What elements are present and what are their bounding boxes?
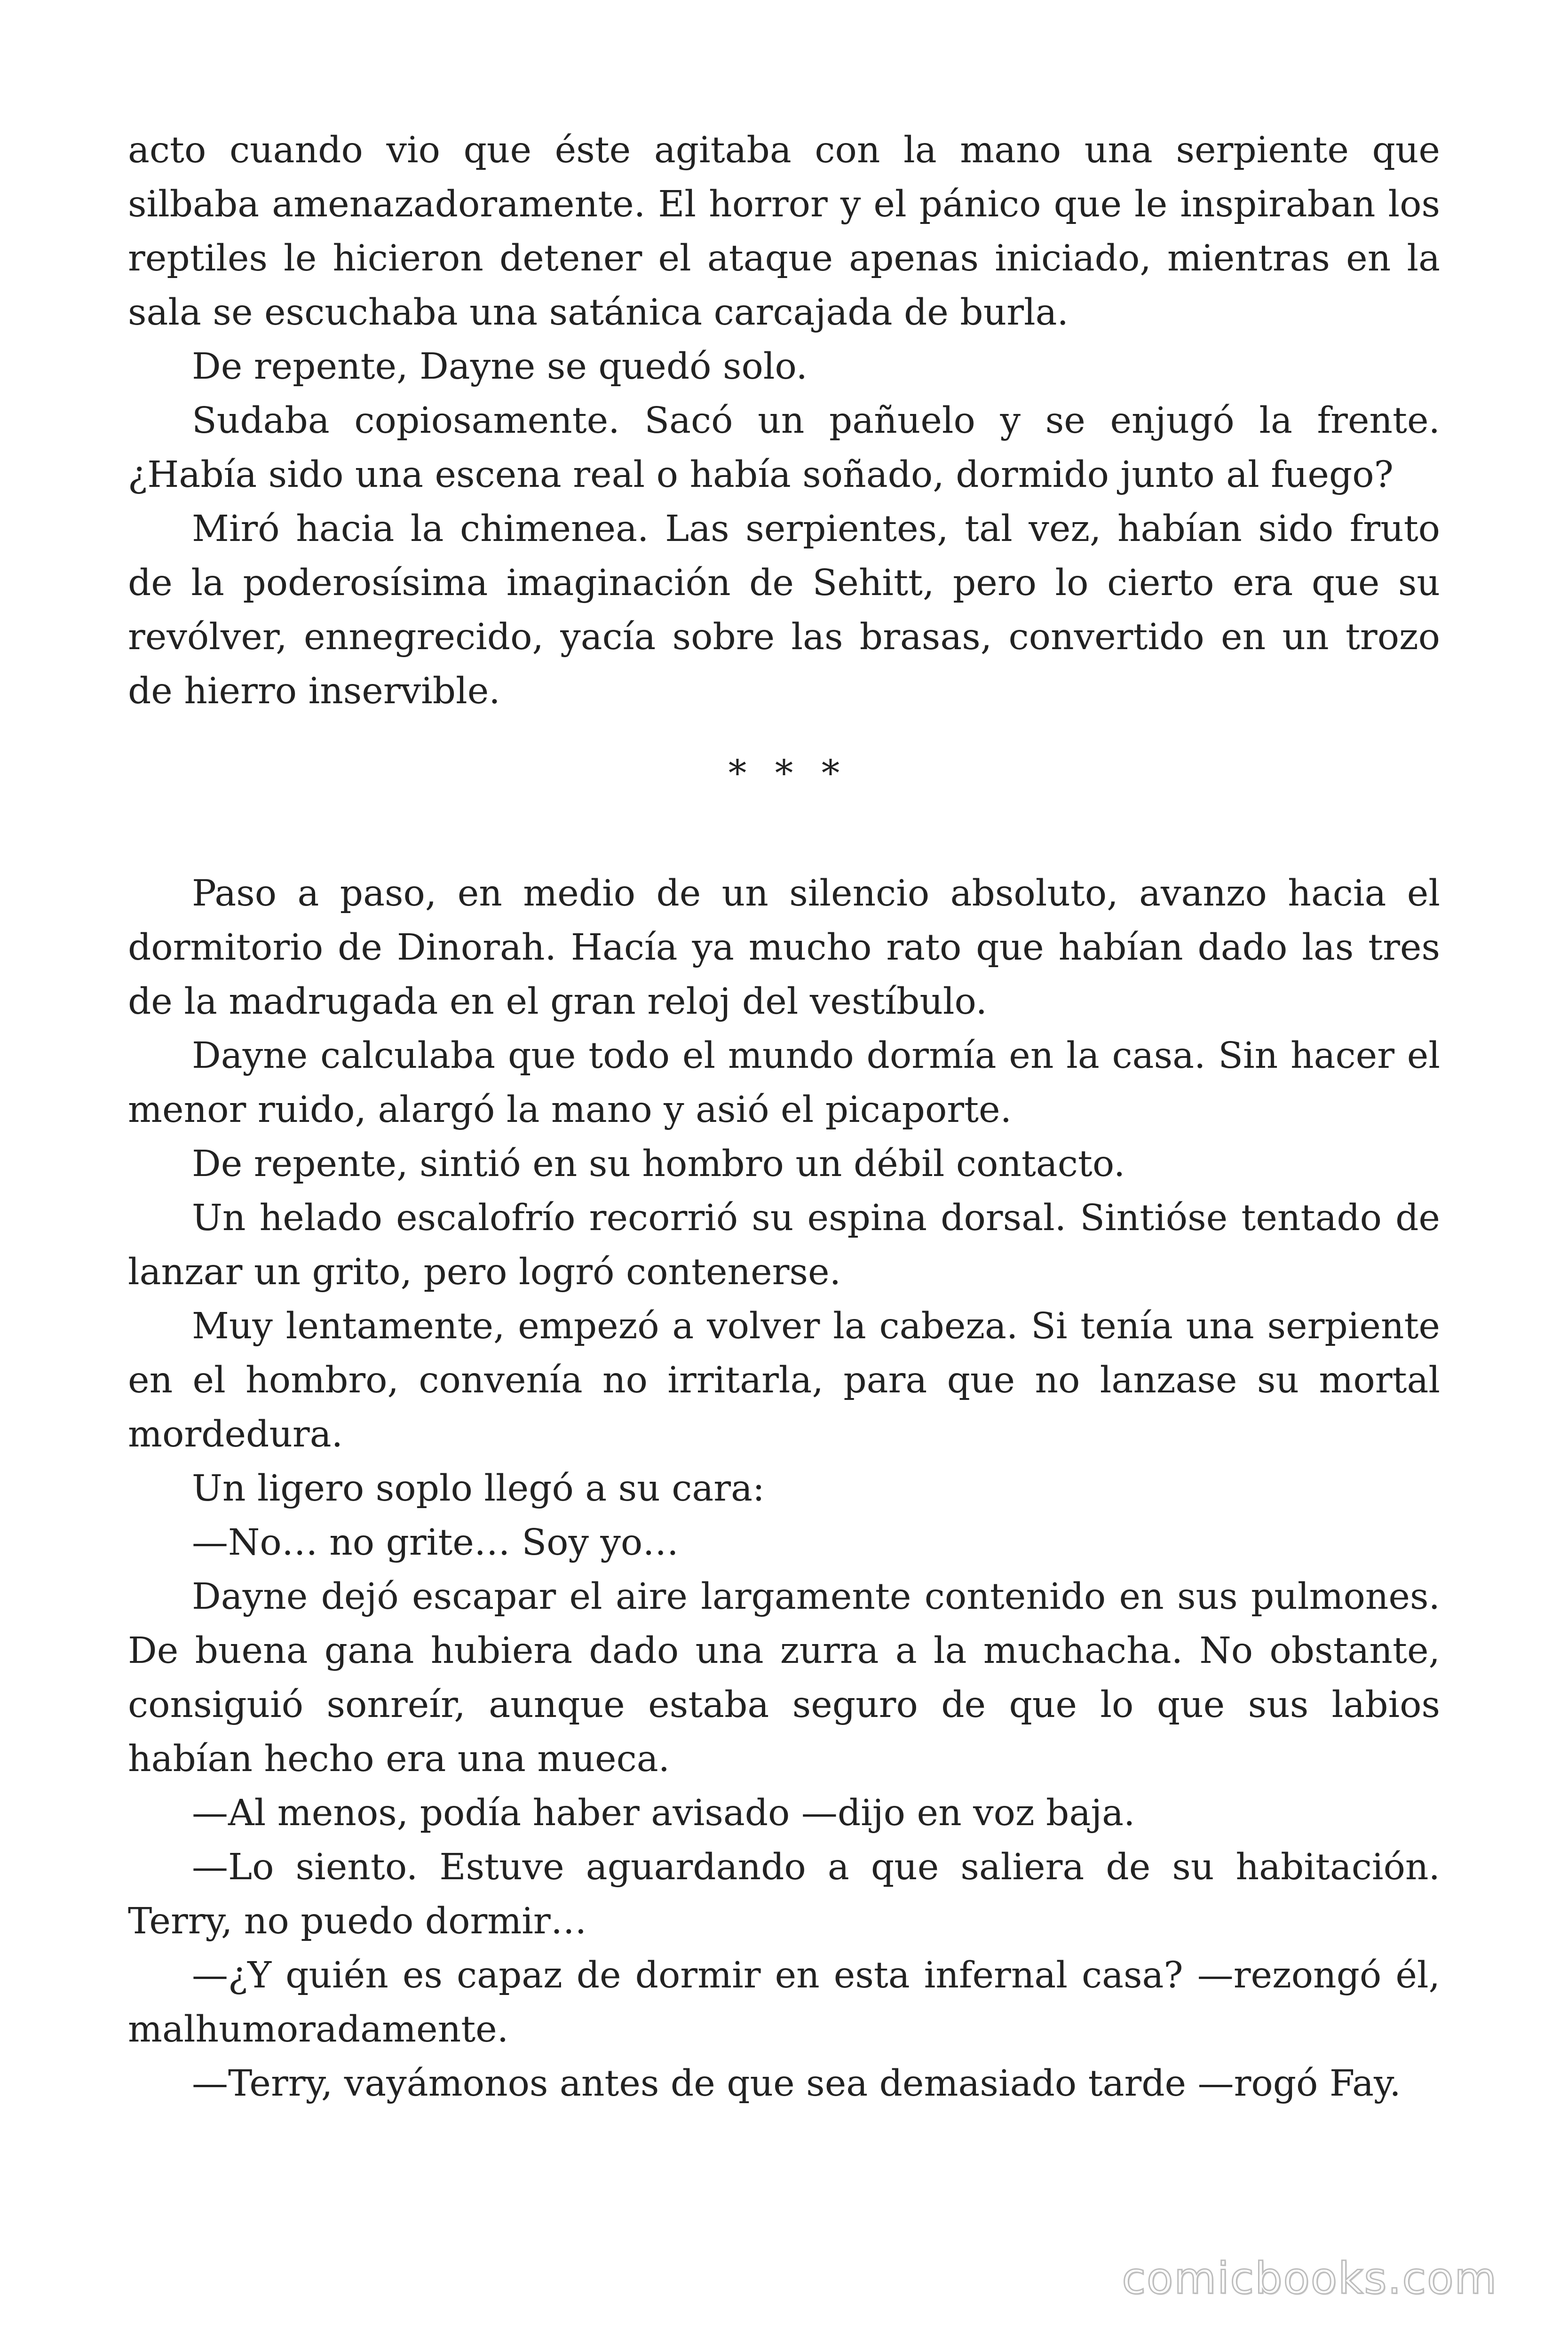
dialogue-line: —Al menos, podía haber avisado —dijo en voz baja. <box>192 1792 1135 1834</box>
text-section-before <box>128 123 1440 718</box>
watermark: comicbooks.com <box>1122 2253 1497 2304</box>
scene-separator: * * * <box>728 753 848 795</box>
paragraph: Dayne calculaba que todo el mundo dormía en la casa. Sin hacer el menor ruido, alargó la mano y asió el picaporte. <box>128 1035 1440 1131</box>
paragraph: Un ligero soplo llegó a su cara: <box>192 1468 765 1510</box>
dialogue-line: —Terry, vayámonos antes de que sea demasiado tarde —rogó Fay. <box>192 2063 1401 2105</box>
dialogue-line: —Lo siento. Estuve aguardando a que saliera de su habitación. Terry, no puedo dormir… <box>128 1846 1440 1942</box>
text-section-after <box>128 866 1440 2111</box>
book-page <box>128 123 1440 2111</box>
paragraph: Un helado escalofrío recorrió su espina dorsal. Sintióse tentado de lanzar un grito, pero logró contenerse. <box>128 1197 1440 1293</box>
paragraph: Paso a paso, en medio de un silencio absoluto, avanzo hacia el dormitorio de Dinorah. Hacía ya mucho rato que habían dado las tres de la madrugada en el gran reloj del vestíbulo. <box>128 873 1440 1023</box>
paragraph: Dayne dejó escapar el aire largamente contenido en sus pulmones. De buena gana hubiera dado una zurra a la muchacha. No obstante, consiguió sonreír, aunque estaba seguro de que lo que sus labios habían hecho era una mueca. <box>128 1576 1440 1780</box>
paragraph: acto cuando vio que éste agitaba con la mano una serpiente que silbaba amenazadoramente. El horror y el pánico que le inspiraban los reptiles le hicieron detener el ataque apenas iniciado, mientras en la sala se escuchaba una satánica carcajada de burla. <box>128 129 1440 334</box>
paragraph: De repente, sintió en su hombro un débil contacto. <box>192 1143 1125 1185</box>
dialogue-line: —No… no grite… Soy yo… <box>192 1522 679 1564</box>
paragraph: Miró hacia la chimenea. Las serpientes, tal vez, habían sido fruto de la poderosísima imaginación de Sehitt, pero lo cierto era que su revólver, ennegrecido, yacía sobre las brasas, convertido en un trozo de hierro inservible. <box>128 508 1440 712</box>
paragraph: Muy lentamente, empezó a volver la cabeza. Si tenía una serpiente en el hombro, convenía no irritarla, para que no lanzase su mortal mordedura. <box>128 1305 1440 1455</box>
paragraph: De repente, Dayne se quedó solo. <box>192 346 808 388</box>
dialogue-line: —¿Y quién es capaz de dormir en esta infernal casa? —rezongó él, malhumoradamente. <box>128 1955 1440 2050</box>
paragraph: Sudaba copiosamente. Sacó un pañuelo y se enjugó la frente. ¿Había sido una escena real o había soñado, dormido junto al fuego? <box>128 400 1440 496</box>
